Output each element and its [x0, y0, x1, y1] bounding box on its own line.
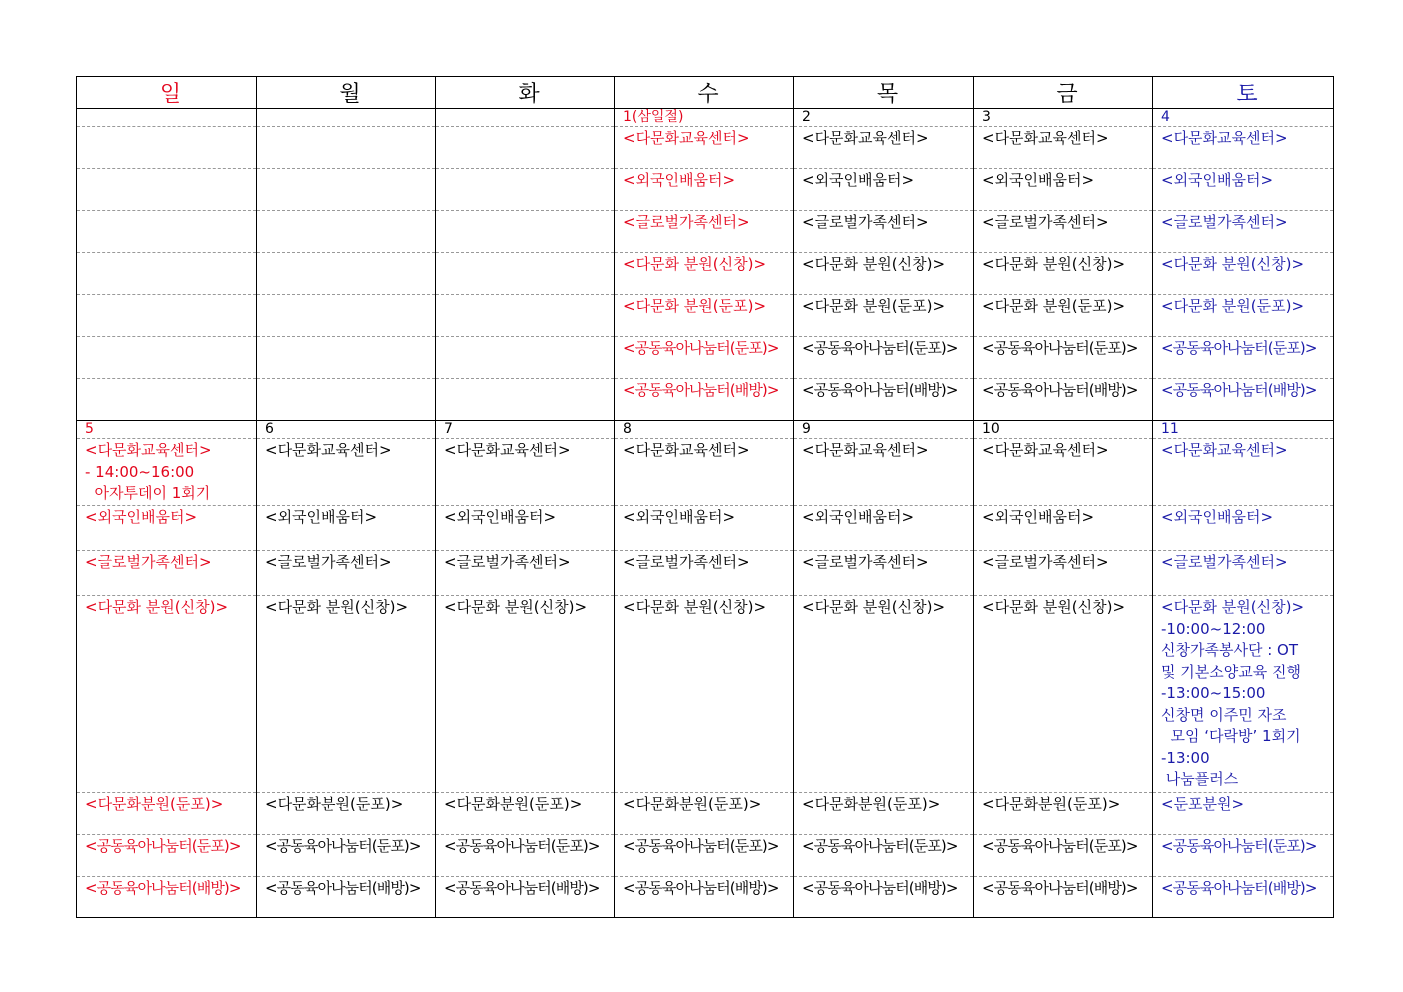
- event-cell-wed: [615, 835, 794, 877]
- event-title: <둔포분원>: [1161, 795, 1245, 813]
- event-cell-wed: [615, 253, 794, 295]
- event-title: <외국인배움터>: [1161, 171, 1274, 189]
- event-title: <다문화분원(둔포)>: [85, 795, 224, 813]
- event-row: [77, 793, 1334, 835]
- event-cell-tue: [436, 835, 615, 877]
- event-title: <다문화분원(둔포)>: [265, 795, 404, 813]
- event-title: <공동육아나눔터(배방)>: [802, 381, 958, 399]
- event-row: [77, 835, 1334, 877]
- event-title: <다문화교육센터>: [1161, 441, 1288, 459]
- event-cell-sun: [77, 169, 257, 211]
- event-row: [77, 596, 1334, 793]
- event-cell-sat: [1153, 337, 1334, 379]
- event-title: <글로벌가족센터>: [982, 553, 1109, 571]
- event-cell-tue: [436, 506, 615, 551]
- event-title: <다문화 분원(둔포)>: [623, 297, 767, 315]
- event-title: <다문화분원(둔포)>: [982, 795, 1121, 813]
- event-cell-sat: [1153, 253, 1334, 295]
- event-row: [77, 253, 1334, 295]
- event-title: <글로벌가족센터>: [802, 553, 929, 571]
- event-cell-sat: [1153, 506, 1334, 551]
- header-mon: 월: [257, 77, 436, 109]
- event-row: [77, 211, 1334, 253]
- header-tue: 화: [436, 77, 615, 109]
- event-cell-sun: [77, 596, 257, 793]
- event-title: <다문화 분원(신창)>: [982, 255, 1126, 273]
- event-cell-sat: [1153, 169, 1334, 211]
- event-cell-thu: [794, 127, 974, 169]
- event-title: <외국인배움터>: [85, 508, 198, 526]
- event-cell-sat: [1153, 793, 1334, 835]
- event-cell-mon: [257, 596, 436, 793]
- date-cell-fri: 3: [974, 109, 1153, 127]
- event-title: <다문화 분원(신창)>: [802, 255, 946, 273]
- event-cell-fri: [974, 379, 1153, 421]
- event-row: [77, 337, 1334, 379]
- event-title: <공동육아나눔터(배방)>: [802, 879, 958, 897]
- event-cell-mon: [257, 551, 436, 596]
- event-cell-thu: [794, 253, 974, 295]
- event-title: <공동육아나눔터(둔포)>: [85, 837, 241, 855]
- event-cell-thu: [794, 551, 974, 596]
- event-cell-fri: [974, 506, 1153, 551]
- event-title: <공동육아나눔터(배방)>: [623, 381, 779, 399]
- event-row: [77, 127, 1334, 169]
- event-detail: 신창면 이주민 자조: [1161, 705, 1287, 724]
- event-title: <외국인배움터>: [982, 508, 1095, 526]
- date-cell-mon: 6: [257, 421, 436, 439]
- event-title: <다문화교육센터>: [623, 441, 750, 459]
- event-title: <공동육아나눔터(배방)>: [85, 879, 241, 897]
- event-cell-sat: [1153, 835, 1334, 877]
- event-cell-tue: [436, 551, 615, 596]
- event-cell-thu: [794, 596, 974, 793]
- event-title: <글로벌가족센터>: [85, 553, 212, 571]
- event-cell-tue: [436, 295, 615, 337]
- event-cell-sat: [1153, 127, 1334, 169]
- event-title: <다문화 분원(둔포)>: [1161, 297, 1305, 315]
- event-cell-fri: [974, 551, 1153, 596]
- date-cell-sat: 4: [1153, 109, 1334, 127]
- event-detail: - 14:00~16:00: [85, 462, 195, 481]
- event-title: <공동육아나눔터(둔포)>: [982, 339, 1138, 357]
- event-cell-tue: [436, 877, 615, 918]
- date-cell-sun: [77, 109, 257, 127]
- event-cell-mon: [257, 211, 436, 253]
- event-title: <다문화교육센터>: [802, 129, 929, 147]
- event-cell-sat: [1153, 379, 1334, 421]
- event-cell-wed: [615, 596, 794, 793]
- event-cell-sun: [77, 551, 257, 596]
- event-cell-fri: [974, 211, 1153, 253]
- date-row: [77, 109, 1334, 127]
- event-cell-fri: [974, 835, 1153, 877]
- event-cell-wed: [615, 551, 794, 596]
- event-title: <외국인배움터>: [444, 508, 557, 526]
- event-cell-thu: [794, 506, 974, 551]
- event-title: <공동육아나눔터(둔포)>: [1161, 837, 1317, 855]
- event-title: <외국인배움터>: [265, 508, 378, 526]
- event-title: <다문화 분원(둔포)>: [802, 297, 946, 315]
- event-title: <공동육아나눔터(둔포)>: [265, 837, 421, 855]
- event-title: <다문화분원(둔포)>: [802, 795, 941, 813]
- date-cell-tue: [436, 109, 615, 127]
- event-cell-tue: [436, 169, 615, 211]
- event-cell-wed: [615, 793, 794, 835]
- event-title: <공동육아나눔터(배방)>: [1161, 879, 1317, 897]
- event-title: <다문화 분원(둔포)>: [982, 297, 1126, 315]
- event-cell-fri: [974, 169, 1153, 211]
- event-title: <공동육아나눔터(둔포)>: [623, 837, 779, 855]
- event-title: <글로벌가족센터>: [1161, 213, 1288, 231]
- event-cell-fri: [974, 337, 1153, 379]
- event-cell-wed: [615, 337, 794, 379]
- event-title: <외국인배움터>: [623, 508, 736, 526]
- event-cell-sat: [1153, 596, 1334, 793]
- event-title: <다문화 분원(신창)>: [623, 598, 767, 616]
- event-cell-mon: [257, 506, 436, 551]
- event-title: <다문화교육센터>: [444, 441, 571, 459]
- event-detail: 모임 ‘다락방’ 1회기: [1161, 727, 1301, 745]
- event-detail: 나눔플러스: [1161, 770, 1239, 788]
- event-cell-fri: [974, 295, 1153, 337]
- event-cell-sun: [77, 835, 257, 877]
- date-cell-thu: 2: [794, 109, 974, 127]
- date-cell-wed: 8: [615, 421, 794, 439]
- event-cell-sun: [77, 506, 257, 551]
- date-cell-tue: 7: [436, 421, 615, 439]
- event-cell-mon: [257, 877, 436, 918]
- event-title: <다문화분원(둔포)>: [444, 795, 583, 813]
- event-title: <다문화교육센터>: [982, 129, 1109, 147]
- event-title: <공동육아나눔터(둔포)>: [802, 339, 958, 357]
- event-cell-thu: [794, 877, 974, 918]
- event-cell-wed: [615, 211, 794, 253]
- event-title: <글로벌가족센터>: [265, 553, 392, 571]
- event-title: <공동육아나눔터(둔포)>: [802, 837, 958, 855]
- event-cell-tue: [436, 793, 615, 835]
- event-cell-fri: [974, 439, 1153, 506]
- date-row: [77, 421, 1334, 439]
- event-cell-fri: [974, 596, 1153, 793]
- event-title: <다문화교육센터>: [1161, 129, 1288, 147]
- date-cell-wed: 1(삼일절): [615, 109, 794, 127]
- event-title: <글로벌가족센터>: [802, 213, 929, 231]
- event-title: <공동육아나눔터(둔포)>: [982, 837, 1138, 855]
- event-cell-sun: [77, 379, 257, 421]
- event-cell-tue: [436, 211, 615, 253]
- event-cell-thu: [794, 295, 974, 337]
- event-cell-sun: [77, 127, 257, 169]
- event-cell-thu: [794, 439, 974, 506]
- event-title: <다문화 분원(신창)>: [623, 255, 767, 273]
- event-title: <외국인배움터>: [802, 508, 915, 526]
- event-title: <다문화 분원(신창)>: [85, 598, 229, 616]
- event-title: <다문화 분원(신창)>: [982, 598, 1126, 616]
- event-title: <글로벌가족센터>: [623, 553, 750, 571]
- date-cell-sat: 11: [1153, 421, 1334, 439]
- event-cell-wed: [615, 169, 794, 211]
- event-cell-wed: [615, 877, 794, 918]
- event-cell-tue: [436, 439, 615, 506]
- event-cell-tue: [436, 337, 615, 379]
- event-cell-sat: [1153, 211, 1334, 253]
- event-cell-tue: [436, 596, 615, 793]
- event-cell-mon: [257, 127, 436, 169]
- event-cell-fri: [974, 253, 1153, 295]
- event-title: <글로벌가족센터>: [1161, 553, 1288, 571]
- event-cell-fri: [974, 127, 1153, 169]
- header-wed: 수: [615, 77, 794, 109]
- event-cell-sun: [77, 253, 257, 295]
- event-title: <다문화교육센터>: [265, 441, 392, 459]
- event-title: <다문화 분원(신창)>: [1161, 255, 1305, 273]
- event-cell-mon: [257, 379, 436, 421]
- event-title: <공동육아나눔터(둔포)>: [623, 339, 779, 357]
- event-cell-sat: [1153, 551, 1334, 596]
- event-cell-sat: [1153, 295, 1334, 337]
- event-cell-mon: [257, 793, 436, 835]
- event-cell-sat: [1153, 877, 1334, 918]
- calendar-table: [76, 76, 1334, 918]
- event-cell-sun: [77, 439, 257, 506]
- event-cell-tue: [436, 127, 615, 169]
- date-cell-fri: 10: [974, 421, 1153, 439]
- event-cell-mon: [257, 439, 436, 506]
- event-row: [77, 169, 1334, 211]
- event-cell-wed: [615, 295, 794, 337]
- event-cell-mon: [257, 253, 436, 295]
- event-cell-sun: [77, 793, 257, 835]
- event-cell-thu: [794, 337, 974, 379]
- event-cell-wed: [615, 379, 794, 421]
- event-title: <공동육아나눔터(배방)>: [265, 879, 421, 897]
- event-title: <다문화교육센터>: [982, 441, 1109, 459]
- event-title: <공동육아나눔터(배방)>: [623, 879, 779, 897]
- event-cell-thu: [794, 169, 974, 211]
- event-title: <외국인배움터>: [802, 171, 915, 189]
- event-title: <외국인배움터>: [1161, 508, 1274, 526]
- event-cell-tue: [436, 379, 615, 421]
- header-fri: 금: [974, 77, 1153, 109]
- event-detail: 아자투데이 1회기: [85, 484, 211, 502]
- event-cell-mon: [257, 337, 436, 379]
- event-title: <글로벌가족센터>: [444, 553, 571, 571]
- event-cell-wed: [615, 439, 794, 506]
- event-cell-fri: [974, 793, 1153, 835]
- event-title: <다문화 분원(신창)>: [1161, 598, 1305, 616]
- event-title: <외국인배움터>: [623, 171, 736, 189]
- event-title: <다문화교육센터>: [802, 441, 929, 459]
- event-row: [77, 379, 1334, 421]
- date-cell-sun: 5: [77, 421, 257, 439]
- event-cell-mon: [257, 835, 436, 877]
- date-cell-mon: [257, 109, 436, 127]
- event-title: <공동육아나눔터(배방)>: [982, 381, 1138, 399]
- event-cell-sat: [1153, 439, 1334, 506]
- event-cell-sun: [77, 295, 257, 337]
- event-title: <공동육아나눔터(배방)>: [1161, 381, 1317, 399]
- event-title: <공동육아나눔터(배방)>: [982, 879, 1138, 897]
- event-detail: -10:00~12:00: [1161, 619, 1266, 638]
- event-cell-thu: [794, 793, 974, 835]
- event-cell-tue: [436, 253, 615, 295]
- event-detail: 신창가족봉사단 : OT: [1161, 641, 1298, 659]
- event-title: <다문화교육센터>: [85, 441, 212, 459]
- event-row: [77, 295, 1334, 337]
- event-cell-sun: [77, 877, 257, 918]
- event-cell-sun: [77, 337, 257, 379]
- event-title: <다문화 분원(신창)>: [265, 598, 409, 616]
- event-title: <다문화 분원(신창)>: [444, 598, 588, 616]
- event-cell-thu: [794, 835, 974, 877]
- event-title: <글로벌가족센터>: [623, 213, 750, 231]
- event-title: <공동육아나눔터(배방)>: [444, 879, 600, 897]
- event-cell-wed: [615, 506, 794, 551]
- event-cell-mon: [257, 169, 436, 211]
- event-cell-fri: [974, 877, 1153, 918]
- event-cell-mon: [257, 295, 436, 337]
- event-row: [77, 877, 1334, 918]
- event-row: [77, 551, 1334, 596]
- weekday-header-row: [77, 77, 1334, 109]
- event-title: <다문화교육센터>: [623, 129, 750, 147]
- event-detail: -13:00: [1161, 748, 1210, 767]
- event-cell-thu: [794, 379, 974, 421]
- event-title: <다문화분원(둔포)>: [623, 795, 762, 813]
- header-sat: 토: [1153, 77, 1334, 109]
- event-title: <외국인배움터>: [982, 171, 1095, 189]
- header-thu: 목: [794, 77, 974, 109]
- event-detail: 및 기본소양교육 진행: [1161, 662, 1301, 681]
- event-cell-thu: [794, 211, 974, 253]
- event-cell-sun: [77, 211, 257, 253]
- event-row: [77, 506, 1334, 551]
- event-cell-wed: [615, 127, 794, 169]
- event-title: <공동육아나눔터(둔포)>: [444, 837, 600, 855]
- event-title: <글로벌가족센터>: [982, 213, 1109, 231]
- event-title: <공동육아나눔터(둔포)>: [1161, 339, 1317, 357]
- event-row: [77, 439, 1334, 506]
- header-sun: 일: [77, 77, 257, 109]
- date-cell-thu: 9: [794, 421, 974, 439]
- event-detail: -13:00~15:00: [1161, 684, 1266, 702]
- event-title: <다문화 분원(신창)>: [802, 598, 946, 616]
